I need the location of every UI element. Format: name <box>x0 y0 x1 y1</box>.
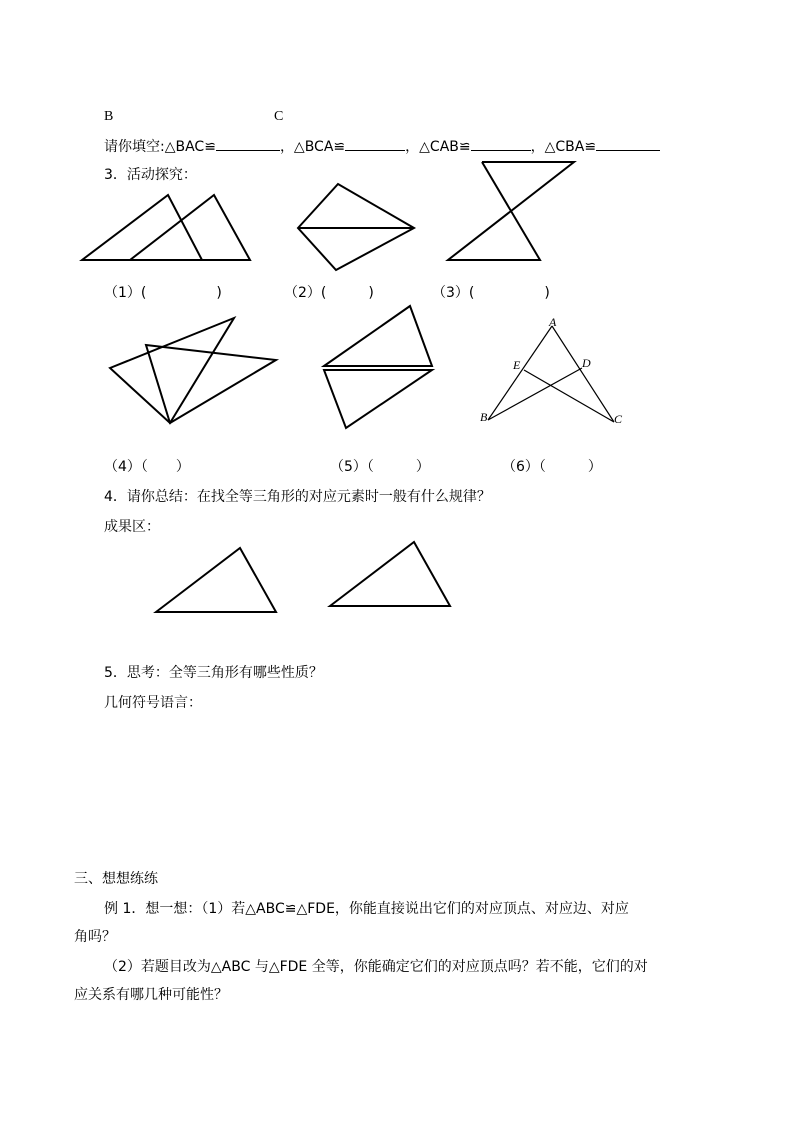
figure-5-caption: （5）（ ） <box>330 459 430 475</box>
part3-title: 三、想想练练 <box>74 871 158 887</box>
fill-in-prompt: 请你填空: <box>104 139 165 155</box>
example1-part2-line1: （2）若题目改为△ABC 与△FDE 全等，你能确定它们的对应顶点吗？若不能，它们的对 <box>104 959 648 975</box>
label-c: C <box>274 109 284 124</box>
figure-3-caption: （3）( ) <box>432 285 550 301</box>
example1-line1: 例 1．想一想：（1）若△ABC≌△FDE，你能直接说出它们的对应顶点、对应边、对应 <box>104 901 629 917</box>
fig6-point-b: B <box>480 410 488 424</box>
figure-6-caption: （6）（ ） <box>502 459 602 475</box>
result-triangle-2 <box>330 542 450 606</box>
example1-part2-line2: 应关系有哪几种可能性？ <box>74 987 228 1003</box>
fig6-point-c: C <box>614 412 623 426</box>
fill-item-cba: ，△CBA≌ <box>530 139 597 155</box>
section4-question: 4．请你总结：在找全等三角形的对应元素时一般有什么规律？ <box>104 489 491 505</box>
fill-item-cab: ，△CAB≌ <box>405 139 471 155</box>
fig6-point-e: E <box>513 358 521 372</box>
example1-line2: 角吗？ <box>74 929 116 945</box>
label-b: B <box>104 109 114 124</box>
section3-title: 3．活动探究： <box>104 167 197 183</box>
fig6-point-d: D <box>582 356 591 370</box>
fill-item-bca: ，△BCA≌ <box>279 139 346 155</box>
result-area-label: 成果区： <box>104 519 160 535</box>
figure-2-caption: （2）( ) <box>284 285 374 301</box>
figure-4-caption: （4）（ ） <box>104 459 190 475</box>
figure-1-caption: （1）( ) <box>104 285 222 301</box>
fill-item-bac: △BAC≌ <box>164 139 216 155</box>
result-triangle-1 <box>156 548 276 612</box>
section5-question: 5．思考：全等三角形有哪些性质？ <box>104 665 323 681</box>
geometry-language-label: 几何符号语言： <box>104 695 202 711</box>
fig6-point-a: A <box>549 315 557 329</box>
